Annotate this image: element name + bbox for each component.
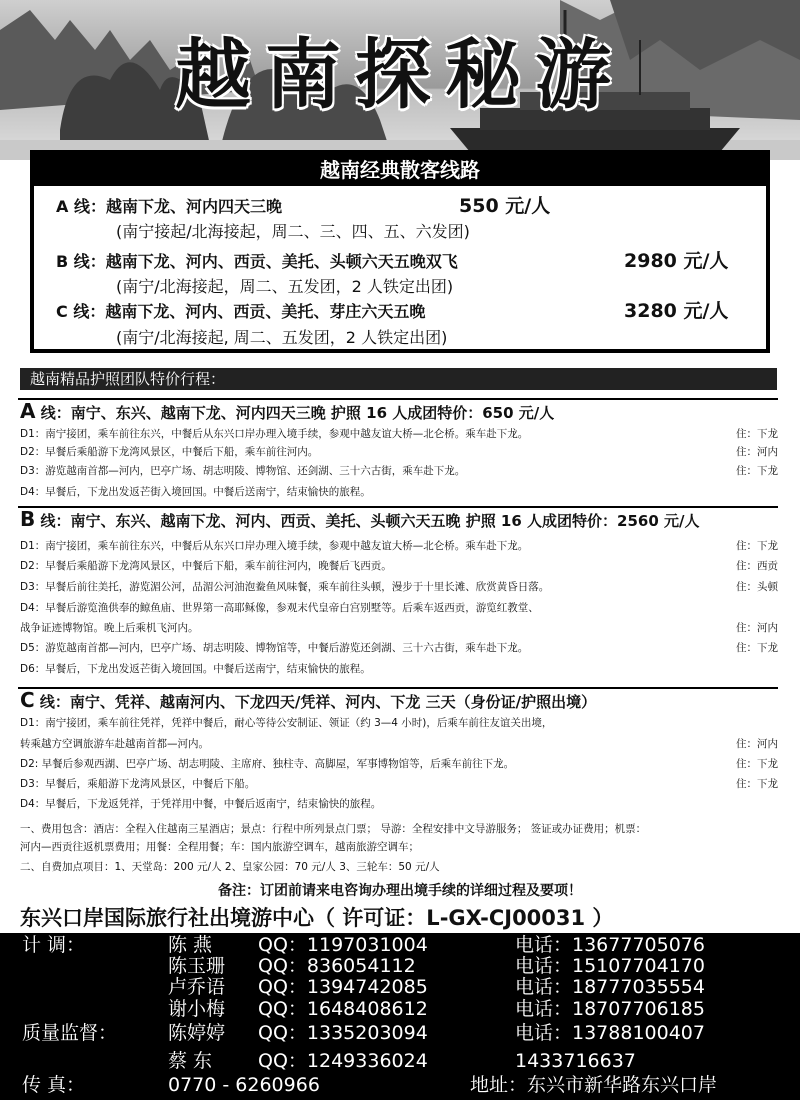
contact-role: 计 调： — [22, 934, 86, 956]
line-a-text: 线：南宁、东兴、越南下龙、河内四天三晚 护照 16 人成团特价：650 元/人 — [35, 404, 555, 422]
line-a-stay: 住：河内 — [736, 446, 778, 458]
hero-banner — [0, 0, 800, 160]
fees-line: 河内—西贡往返机票费用；用餐：全程用餐；车：国内旅游空调车，越南旅游空调车； — [20, 841, 419, 853]
contact-name: 陈婷婷 — [168, 1022, 226, 1044]
line-b-day: D3：早餐后前往美托，游览湄公河，品湄公河油泡鲞鱼风味餐，乘车前往头顿，漫步于十里长滩、欣赏黄昏日落。 — [20, 581, 550, 593]
line-a-stay: 住：下龙 — [736, 465, 778, 477]
line-c-stay: 住：下龙 — [736, 778, 778, 790]
contact-phone[interactable]: 1433716637 — [515, 1050, 636, 1072]
line-a-day: D1：南宁接团，乘车前往东兴，中餐后从东兴口岸办理入境手续，参观中越友谊大桥—北仑桥。乘车赴下龙。 — [20, 428, 529, 440]
contact-phone[interactable]: 电话：15107704170 — [515, 955, 705, 977]
fax-number[interactable]: 0770 - 6260966 — [168, 1074, 320, 1096]
agency-name: 东兴口岸国际旅行社出境游中心 — [20, 906, 314, 930]
line-b-stay: 住：西贡 — [736, 560, 778, 572]
line-c-stay: 住：下龙 — [736, 758, 778, 770]
line-c-day: 转乘越方空调旅游车赴越南首都—河内。 — [20, 738, 209, 750]
line-c-letter: C — [20, 688, 35, 712]
contact-phone[interactable]: 电话：18707706185 — [515, 998, 705, 1020]
route-b-label: B 线：越南下龙、河内、西贡、美托、头顿六天五晚双飞 — [56, 252, 458, 271]
booking-notice: 备注：订团前请来电咨询办理出境手续的详细过程及要项！ — [218, 883, 582, 899]
line-c-day: D3：早餐后，乘船游下龙湾风景区，中餐后下船。 — [20, 778, 256, 790]
contact-phone[interactable]: 电话：18777035554 — [515, 976, 705, 998]
route-c-price: 3280 元/人 — [624, 300, 729, 322]
route-b-price: 2980 元/人 — [624, 250, 729, 272]
line-b-day: D4：早餐后游览渔供奉的鲸鱼庙、世界第一高耶稣像，参观末代皇帝白宫别墅等。后乘车返西贡，游览红教堂、 — [20, 602, 539, 614]
contact-role: 质量监督： — [22, 1022, 118, 1044]
line-c-text: 线：南宁、凭祥、越南河内、下龙四天/凭祥、河内、下龙 三天（身份证/护照出境） — [34, 693, 597, 711]
line-a-day: D4：早餐后，下龙出发返芒街入境回国。中餐后送南宁，结束愉快的旅程。 — [20, 486, 371, 498]
contact-qq[interactable]: QQ：836054112 — [258, 955, 416, 977]
line-b-day: D5：游览越南首都—河内，巴亭广场、胡志明陵、博物馆等，中餐后游览还剑湖、三十六古街，乘车赴下龙。 — [20, 642, 529, 654]
route-c-label: C 线：越南下龙、河内、西贡、美托、芽庄六天五晚 — [56, 302, 426, 321]
contact-name: 陈玉珊 — [168, 955, 226, 977]
fees-line: 二、自费加点项目：1、天堂岛：200 元/人 2、皇家公园：70 元/人 3、三轮车：50 元/人 — [20, 861, 440, 873]
contact-phone[interactable]: 电话：13677705076 — [515, 934, 705, 956]
line-a-title — [18, 398, 778, 422]
line-b-text: 线：南宁、东兴、越南下龙、河内、西贡、美托、头顿六天五晚 护照 16 人成团特价：2560 元/人 — [35, 512, 700, 530]
contact-qq[interactable]: QQ：1335203094 — [258, 1022, 428, 1044]
line-b-day: 战争证迹博物馆。晚上后乘机飞河内。 — [20, 622, 199, 634]
route-b-note: (南宁/北海接起，周二、五发团，2 人铁定出团) — [116, 277, 454, 296]
route-a-label: A 线：越南下龙、河内四天三晚 — [56, 197, 282, 216]
contact-name: 陈 燕 — [168, 934, 213, 956]
contact-qq[interactable]: QQ：1648408612 — [258, 998, 428, 1020]
route-a-note: (南宁接起/北海接起，周二、三、四、五、六发团) — [116, 222, 470, 241]
contact-qq[interactable]: QQ：1197031004 — [258, 934, 428, 956]
fax-row — [0, 1073, 800, 1097]
agency-line — [20, 902, 790, 932]
line-a-letter: A — [20, 399, 36, 423]
line-a-day: D3：游览越南首都—河内，巴亭广场、胡志明陵、博物馆、还剑湖、三十六古街，乘车赴下龙。 — [20, 465, 466, 477]
contact-name: 蔡 东 — [168, 1050, 213, 1072]
line-b-day: D1：南宁接团，乘车前往东兴，中餐后从东兴口岸办理入境手续，参观中越友谊大桥—北仑桥。乘车赴下龙。 — [20, 540, 529, 552]
line-c-day: D4：早餐后，下龙返凭祥，于凭祥用中餐，中餐后返南宁，结束愉快的旅程。 — [20, 798, 382, 810]
line-a-stay: 住：下龙 — [736, 428, 778, 440]
contact-panel — [0, 933, 800, 1100]
contact-row — [0, 1049, 800, 1073]
line-b-letter: B — [20, 507, 36, 531]
passport-section-heading: 越南精品护照团队特价行程： — [20, 368, 777, 390]
line-b-day: D2：早餐后乘船游下龙湾风景区，中餐后下船，乘车前往河内，晚餐后飞西贡。 — [20, 560, 392, 572]
line-b-stay: 住：河内 — [736, 622, 778, 634]
route-a-price: 550 元/人 — [459, 195, 551, 217]
line-a-day: D2：早餐后乘船游下龙湾风景区，中餐后下船，乘车前往河内。 — [20, 446, 319, 458]
line-b-stay: 住：下龙 — [736, 642, 778, 654]
line-b-stay: 住：下龙 — [736, 540, 778, 552]
contact-name: 谢小梅 — [168, 998, 226, 1020]
classic-routes-heading: 越南经典散客线路 — [34, 154, 766, 186]
page-title: 越南探秘游 — [175, 30, 625, 119]
line-b-stay: 住：头顿 — [736, 581, 778, 593]
contact-phone[interactable]: 电话：13788100407 — [515, 1022, 705, 1044]
contact-row — [0, 975, 800, 999]
contact-row — [0, 997, 800, 1021]
contact-qq[interactable]: QQ：1394742085 — [258, 976, 428, 998]
contact-row — [0, 1021, 800, 1045]
line-c-title — [18, 687, 778, 711]
address: 地址：东兴市新华路东兴口岸 — [470, 1074, 718, 1096]
contact-qq[interactable]: QQ：1249336024 — [258, 1050, 428, 1072]
classic-routes-box — [30, 150, 770, 353]
line-c-day: D2: 早餐后参观西湖、巴亭广场、胡志明陵、主席府、独柱寺、高脚屋，军事博物馆等，后乘车前往下龙。 — [20, 758, 515, 770]
line-b-title — [18, 506, 778, 530]
line-c-stay: 住：河内 — [736, 738, 778, 750]
line-c-day: D1：南宁接团，乘车前往凭祥，凭祥中餐后，耐心等待公安制证、领证（约 3—4 小时)，后乘车前往友谊关出境， — [20, 717, 553, 729]
agency-license: （ 许可证：L-GX-CJ00031 ） — [314, 906, 614, 930]
fax-label: 传 真： — [22, 1074, 86, 1096]
contact-name: 卢乔语 — [168, 976, 226, 998]
fees-line: 一、费用包含：酒店：全程入住越南三星酒店；景点：行程中所列景点门票； 导游：全程安排中文导游服务； 签证或办证费用；机票： — [20, 823, 647, 835]
line-b-day: D6：早餐后，下龙出发返芒街入境回国。中餐后送南宁，结束愉快的旅程。 — [20, 663, 371, 675]
route-c-note: (南宁/北海接起, 周二、五发团，2 人铁定出团) — [116, 328, 448, 347]
